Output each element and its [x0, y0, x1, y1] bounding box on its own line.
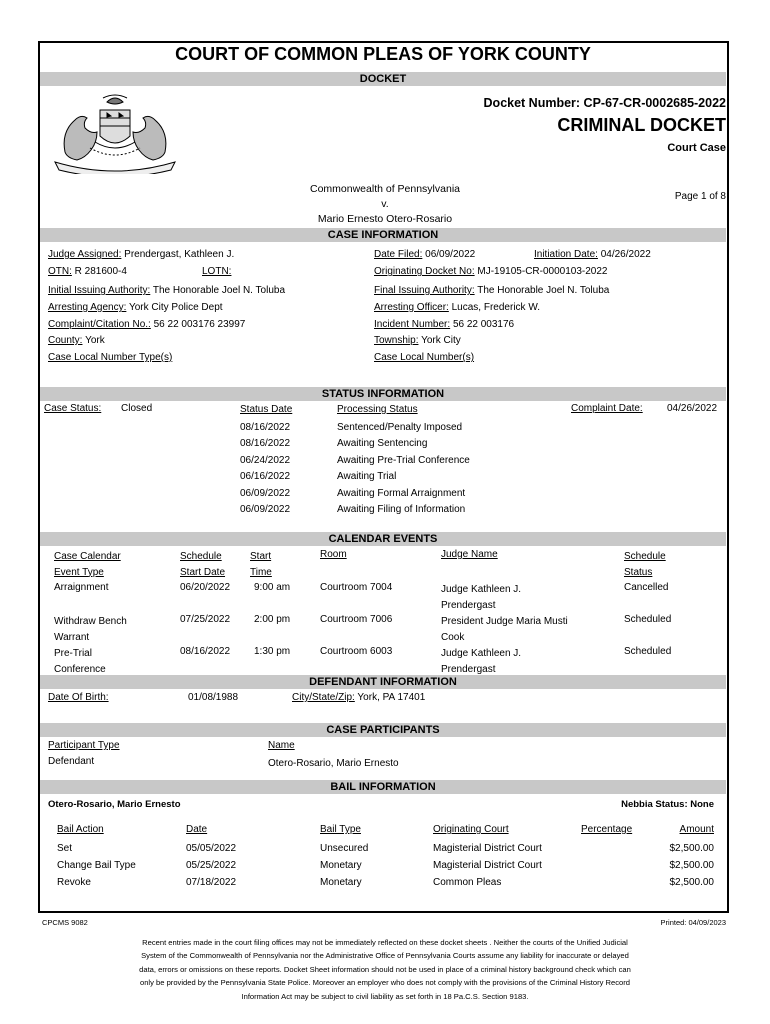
cal-status: Cancelled	[624, 582, 669, 593]
bail-court-column	[433, 840, 542, 891]
bail-amount: $2,500.00	[669, 860, 714, 871]
cal-event-line: Warrant	[54, 632, 90, 643]
county-row	[48, 335, 105, 346]
docket-bar: DOCKET	[40, 72, 726, 86]
cal-judge	[441, 582, 521, 614]
status-date: 06/24/2022	[240, 454, 291, 466]
bail-amount: $2,500.00	[669, 877, 714, 888]
cal-event-line: Conference	[54, 664, 106, 675]
cal-status: Scheduled	[624, 646, 672, 657]
bail-date: 05/25/2022	[186, 860, 237, 871]
officer-label: Arresting Officer:	[374, 302, 449, 313]
cal-judge-line: Cook	[441, 632, 465, 643]
bail-person: Otero-Rosario, Mario Ernesto	[48, 799, 181, 810]
agency-value: York City Police Dept	[128, 302, 223, 313]
township-row	[374, 335, 461, 346]
bail-court-header: Originating Court	[433, 824, 509, 835]
cal-time-header-2: Time	[250, 566, 272, 578]
bail-date: 05/05/2022	[186, 843, 237, 854]
otn-label: OTN:	[48, 266, 72, 277]
status-date: 06/09/2022	[240, 487, 291, 499]
bail-court: Magisterial District Court	[433, 860, 542, 871]
bail-date: 07/18/2022	[186, 877, 237, 888]
local-number-label: Case Local Number(s)	[374, 352, 475, 363]
township-value: York City	[421, 335, 461, 346]
status-date-header: Status Date	[240, 404, 293, 415]
cal-status-header-2: Status	[624, 566, 653, 578]
participant-name-header: Name	[268, 740, 295, 751]
cal-date: 07/25/2022	[180, 614, 231, 625]
case-status-label: Case Status:	[44, 403, 102, 414]
caption-versus: v.	[381, 198, 389, 210]
processing-status: Awaiting Formal Arraignment	[337, 487, 466, 499]
lotn-row	[202, 266, 231, 277]
cal-room-header: Room	[320, 549, 347, 560]
complaint-date-value: 04/26/2022	[667, 403, 718, 414]
court-title: COURT OF COMMON PLEAS OF YORK COUNTY	[175, 44, 591, 64]
caption-plaintiff: Commonwealth of Pennsylvania	[310, 183, 460, 195]
cal-room: Courtroom 7004	[320, 582, 393, 593]
nebbia-status: Nebbia Status: None	[621, 799, 714, 810]
complaint-date-label: Complaint Date:	[571, 403, 643, 414]
processing-status: Awaiting Filing of Information	[337, 504, 466, 516]
cal-judge-line: Prendergast	[441, 600, 496, 611]
initiation-value: 04/26/2022	[600, 249, 651, 260]
defendant-heading: DEFENDANT INFORMATION	[40, 675, 726, 689]
status-heading: STATUS INFORMATION	[40, 387, 726, 401]
processing-status: Sentenced/Penalty Imposed	[337, 422, 463, 433]
participants-heading: CASE PARTICIPANTS	[40, 723, 726, 737]
status-dates-column	[240, 420, 290, 518]
cal-event-line: Pre-Trial	[54, 648, 92, 659]
otn-row	[48, 266, 127, 277]
complaint-row	[48, 319, 245, 330]
final-auth-row	[374, 285, 609, 296]
status-date: 08/16/2022	[240, 438, 291, 450]
cal-room: Courtroom 6003	[320, 646, 393, 657]
local-type-label: Case Local Number Type(s)	[48, 352, 173, 363]
cal-event: Arraignment	[54, 582, 109, 593]
cal-status-header	[624, 549, 666, 580]
participant-type-header: Participant Type	[48, 740, 120, 751]
disclaimer-line: System of the Commonwealth of Pennsylvania nor the Administrative Office of Pennsylvania Courts assume any liability for inaccurate or delayed	[141, 951, 629, 961]
incident-value: 56 22 003176	[452, 319, 515, 330]
bail-date-header: Date	[186, 824, 208, 835]
orig-docket-label: Originating Docket No:	[374, 266, 475, 277]
otn-value: R 281600-4	[74, 266, 127, 277]
init-auth-value: The Honorable Joel N. Toluba	[152, 285, 286, 296]
incident-row	[374, 319, 514, 330]
processing-status: Awaiting Pre-Trial Conference	[337, 454, 470, 466]
bail-action-column	[57, 840, 136, 891]
cal-judge-line: President Judge Maria Musti	[441, 616, 568, 627]
pennsylvania-seal-icon	[45, 92, 185, 174]
incident-label: Incident Number:	[374, 319, 451, 330]
cal-event-header	[54, 549, 121, 580]
cal-status-header-1: Schedule	[624, 551, 666, 562]
participant-type: Defendant	[48, 756, 95, 767]
judge-row	[48, 249, 234, 260]
township-label: Township:	[374, 335, 419, 346]
disclaimer-line: Information Act may be subject to civil liability as set forth in 18 Pa.C.S. Section 9183.	[241, 991, 529, 1001]
county-label: County:	[48, 335, 83, 346]
page-number: Page 1 of 8	[674, 191, 726, 202]
cal-date: 06/20/2022	[180, 582, 231, 593]
date-filed-label: Date Filed:	[374, 249, 423, 260]
disclaimer	[80, 936, 690, 1003]
cal-judge-header: Judge Name	[441, 549, 498, 560]
status-date: 06/09/2022	[240, 504, 291, 516]
cal-event	[54, 646, 106, 678]
status-date: 08/16/2022	[240, 422, 291, 433]
bail-type: Unsecured	[320, 843, 369, 854]
cal-time: 1:30 pm	[254, 646, 291, 657]
orig-docket-row	[374, 266, 607, 277]
city-row	[292, 692, 425, 703]
cal-event-line: Withdraw Bench	[54, 616, 127, 627]
cal-judge	[441, 614, 568, 646]
cal-time: 9:00 am	[254, 582, 291, 593]
case-status-value: Closed	[121, 403, 153, 414]
cal-time: 2:00 pm	[254, 614, 291, 625]
cal-date-header	[180, 549, 225, 580]
participant-name: Otero-Rosario, Mario Ernesto	[268, 758, 399, 769]
bail-date-column	[186, 840, 236, 891]
docket-type: CRIMINAL DOCKET	[557, 115, 726, 135]
processing-status-header: Processing Status	[337, 404, 418, 415]
bail-court: Common Pleas	[433, 877, 502, 888]
bail-amount: $2,500.00	[669, 843, 714, 854]
processing-status-column	[337, 420, 470, 518]
date-filed-row	[374, 249, 475, 260]
bail-type: Monetary	[320, 860, 362, 871]
case-kind: Court Case	[667, 142, 726, 154]
cal-time-header-1: Start	[250, 551, 272, 562]
dob-label: Date Of Birth:	[48, 692, 109, 703]
processing-status: Awaiting Trial	[337, 471, 397, 483]
dob-value: 01/08/1988	[188, 692, 239, 703]
printed-date: Printed: 04/09/2023	[660, 918, 726, 927]
city-value: York, PA 17401	[357, 692, 426, 703]
cal-status: Scheduled	[624, 614, 672, 625]
calendar-heading: CALENDAR EVENTS	[40, 532, 726, 546]
caption-defendant: Mario Ernesto Otero-Rosario	[317, 213, 453, 225]
init-auth-label: Initial Issuing Authority:	[48, 285, 151, 296]
officer-value: Lucas, Frederick W.	[451, 302, 540, 313]
bail-action-header: Bail Action	[57, 824, 104, 835]
cal-judge	[441, 646, 521, 678]
judge-value: Prendergast, Kathleen J.	[124, 249, 235, 260]
cal-event-header-2: Event Type	[54, 566, 104, 578]
bail-type-column	[320, 840, 368, 891]
case-caption	[305, 182, 465, 227]
init-auth-row	[48, 285, 285, 296]
complaint-value: 56 22 003176 23997	[153, 319, 246, 330]
agency-row	[48, 302, 223, 313]
initiation-label: Initiation Date:	[534, 249, 598, 260]
agency-label: Arresting Agency:	[48, 302, 127, 313]
bail-amount-header: Amount	[679, 824, 714, 835]
cal-date-header-2: Start Date	[180, 566, 226, 578]
case-info-heading: CASE INFORMATION	[40, 228, 726, 242]
date-filed-value: 06/09/2022	[425, 249, 476, 260]
bail-type-header: Bail Type	[320, 824, 361, 835]
complaint-label: Complaint/Citation No.:	[48, 319, 151, 330]
cal-event-header-1: Case Calendar	[54, 551, 121, 562]
judge-label: Judge Assigned:	[48, 249, 122, 260]
lotn-label: LOTN:	[202, 266, 232, 277]
docket-number: Docket Number: CP-67-CR-0002685-2022	[483, 96, 726, 110]
cal-date: 08/16/2022	[180, 646, 231, 657]
cal-room: Courtroom 7006	[320, 614, 393, 625]
disclaimer-line: only be provided by the Pennsylvania State Police. Moreover an employer who does not comply with the provisions of the Criminal History Record	[139, 978, 631, 988]
disclaimer-line: Recent entries made in the court filing offices may not be immediately reflected on these docket sheets . Neither the courts of the Unified Judicial	[142, 938, 628, 947]
city-label: City/State/Zip:	[292, 692, 355, 703]
final-auth-value: The Honorable Joel N. Toluba	[477, 285, 610, 296]
processing-status: Awaiting Sentencing	[337, 438, 428, 450]
cal-date-header-1: Schedule	[180, 551, 222, 562]
cal-judge-line: Judge Kathleen J.	[441, 584, 522, 595]
bail-action: Change Bail Type	[57, 860, 136, 871]
cal-judge-line: Prendergast	[441, 664, 496, 675]
cal-judge-line: Judge Kathleen J.	[441, 648, 522, 659]
orig-docket-value: MJ-19105-CR-0000103-2022	[477, 266, 608, 277]
disclaimer-line: data, errors or omissions on these reports. Docket Sheet information should not be used in place of a criminal history background check which can	[139, 964, 631, 974]
bail-action: Set	[57, 843, 73, 854]
status-date: 06/16/2022	[240, 471, 291, 483]
officer-row	[374, 302, 540, 313]
county-value: York	[85, 335, 105, 346]
bail-type: Monetary	[320, 877, 362, 888]
cal-time-header	[250, 549, 272, 580]
bail-amount-column	[670, 840, 715, 891]
bail-action: Revoke	[57, 877, 91, 888]
bail-court: Magisterial District Court	[433, 843, 542, 854]
initiation-row	[534, 249, 651, 260]
bail-heading: BAIL INFORMATION	[40, 780, 726, 794]
cal-event	[54, 614, 127, 646]
final-auth-label: Final Issuing Authority:	[374, 285, 475, 296]
bail-percentage-header: Percentage	[581, 824, 633, 835]
form-id: CPCMS 9082	[42, 918, 88, 927]
